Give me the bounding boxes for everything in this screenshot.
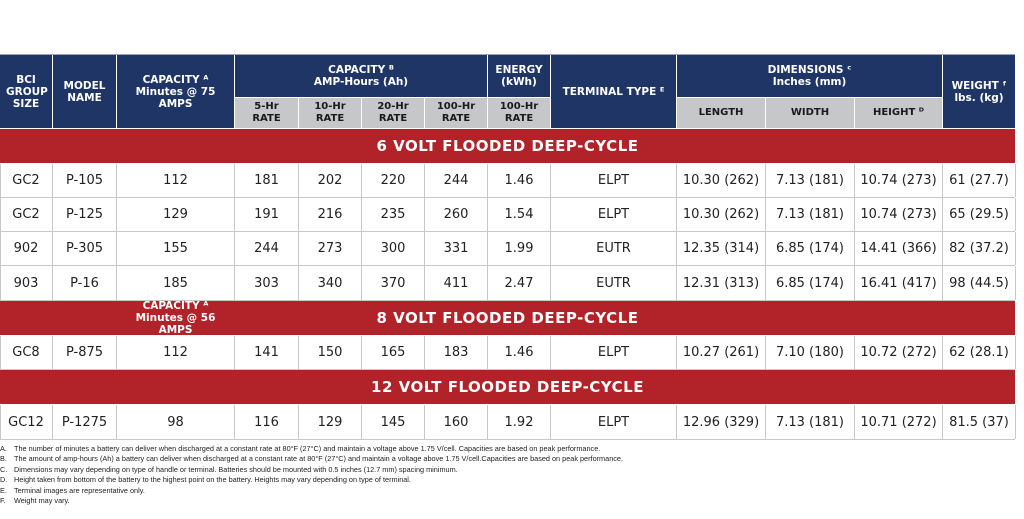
column-rule [676,405,677,439]
column-rule [234,164,235,197]
cell-r5: 116 [235,405,298,439]
cell-bci: GC2 [0,198,52,231]
cell-kwh: 1.46 [488,336,550,369]
column-rule [361,266,362,300]
header-weight-label: WEIGHT ᶠ [951,79,1007,92]
cell-wid: 7.13 (181) [766,405,854,439]
column-rule [424,232,425,265]
footnote-letter: B. [0,454,7,464]
header-dimensions-sub: Inches (mm) [772,76,847,88]
cell-bci: 902 [0,232,52,265]
subheader-20hr [362,98,424,128]
column-rule [550,232,551,265]
column-rule [765,405,766,439]
column-rule [942,232,943,265]
column-rule [676,198,677,231]
header-terminal [551,55,676,128]
column-rule [550,164,551,197]
column-rule [487,336,488,369]
cell-cap: 112 [117,164,234,197]
section-12-volt-title: 12 VOLT FLOODED DEEP-CYCLE [371,378,644,396]
cell-r10: 216 [299,198,361,231]
column-rule [942,198,943,231]
section-8-capacity-sub: Minutes @ 56 AMPS [135,312,216,336]
subheader-energy-100hr [488,98,550,128]
footnote-letter: F. [0,496,6,506]
column-rule [550,405,551,439]
column-rule [234,405,235,439]
cell-r10: 150 [299,336,361,369]
column-rule [487,405,488,439]
footnote-letter: E. [0,485,7,495]
cell-hgt: 10.72 (272) [855,336,942,369]
footnote [0,454,1024,464]
column-rule [234,266,235,300]
column-rule [765,266,766,300]
cell-r5: 303 [235,266,298,300]
column-rule [52,198,53,231]
section-8-capacity-label: CAPACITY ᴬ [142,300,209,312]
column-rule [487,164,488,197]
header-dimensions-label: DIMENSIONS ᶜ [767,64,852,76]
cell-r20: 220 [362,164,424,197]
subheader-width-label: WIDTH [790,107,830,118]
header-model-label: MODEL NAME [63,79,106,104]
header-capacity-ah [235,55,487,97]
cell-wid: 7.13 (181) [766,198,854,231]
cell-r100: 260 [425,198,487,231]
header-capacity-ah-label: CAPACITY ᴮ [328,64,394,76]
column-rule [116,198,117,231]
column-rule [1015,164,1016,197]
header-dimensions [677,55,942,97]
cell-len: 12.31 (313) [677,266,765,300]
subheader-100hr [425,98,487,128]
column-rule [298,266,299,300]
cell-hgt: 10.74 (273) [855,164,942,197]
subheader-5hr [235,98,298,128]
cell-hgt: 14.41 (366) [855,232,942,265]
cell-model: P-305 [53,232,116,265]
cell-model: P-125 [53,198,116,231]
column-rule [234,336,235,369]
cell-term: ELPT [551,198,676,231]
column-rule [765,198,766,231]
column-rule [424,405,425,439]
cell-cap: 155 [117,232,234,265]
section-6-volt-title: 6 VOLT FLOODED DEEP-CYCLE [376,137,639,155]
cell-wt: 62 (28.1) [943,336,1015,369]
cell-len: 10.27 (261) [677,336,765,369]
cell-r20: 370 [362,266,424,300]
cell-hgt: 10.74 (273) [855,198,942,231]
column-rule [854,164,855,197]
header-energy [488,55,550,97]
column-rule [52,232,53,265]
column-rule [361,198,362,231]
cell-kwh: 1.99 [488,232,550,265]
column-rule [942,164,943,197]
column-rule [676,164,677,197]
column-rule [854,266,855,300]
column-rule [854,232,855,265]
column-rule [424,336,425,369]
header-capacity-min [117,55,234,128]
column-rule [424,164,425,197]
column-rule [361,405,362,439]
cell-model: P-105 [53,164,116,197]
cell-r100: 183 [425,336,487,369]
column-rule [298,232,299,265]
subheader-height-label: HEIGHT ᴰ [872,107,925,118]
column-rule [765,336,766,369]
cell-cap: 185 [117,266,234,300]
cell-kwh: 2.47 [488,266,550,300]
column-rule [1015,266,1016,300]
section-8-capacity-note [117,300,234,336]
column-rule [550,198,551,231]
header-terminal-label: TERMINAL TYPE ᴱ [562,85,665,98]
cell-r20: 165 [362,336,424,369]
cell-r20: 145 [362,405,424,439]
column-rule [550,266,551,300]
column-rule [424,198,425,231]
header-capacity-ah-sub: AMP-Hours (Ah) [313,76,409,88]
column-rule [942,266,943,300]
column-rule [854,198,855,231]
cell-bci: GC12 [0,405,52,439]
cell-len: 10.30 (262) [677,198,765,231]
header-energy-label: ENERGY [495,64,543,76]
column-rule [487,266,488,300]
footnote-text: Height taken from bottom of the battery to the highest point on the battery. Heights may vary depending on type of terminal. [14,475,411,485]
cell-model: P-875 [53,336,116,369]
column-rule [0,198,1,231]
column-rule [116,405,117,439]
column-rule [424,266,425,300]
footnote [0,496,1024,506]
footnote-text: The number of minutes a battery can deliver when discharged at a constant rate at 80°F (27°C) and maintain a voltage above 1.75 V/cell. Capacities are based on peak performance. [14,444,601,453]
column-rule [0,405,1,439]
cell-wt: 98 (44.5) [943,266,1015,300]
column-rule [298,336,299,369]
cell-wt: 61 (27.7) [943,164,1015,197]
cell-kwh: 1.92 [488,405,550,439]
subheader-100hr-label: 100-Hr RATE [436,101,476,124]
cell-term: EUTR [551,232,676,265]
cell-bci: 903 [0,266,52,300]
cell-cap: 129 [117,198,234,231]
cell-r5: 191 [235,198,298,231]
cell-term: ELPT [551,405,676,439]
column-rule [361,232,362,265]
column-rule [298,164,299,197]
cell-wid: 7.13 (181) [766,164,854,197]
column-rule [0,164,1,197]
cell-kwh: 1.54 [488,198,550,231]
footnote [0,465,1024,475]
column-rule [765,164,766,197]
column-rule [0,266,1,300]
column-rule [854,405,855,439]
cell-wt: 82 (37.2) [943,232,1015,265]
cell-r100: 244 [425,164,487,197]
cell-bci: GC8 [0,336,52,369]
column-rule [116,164,117,197]
header-model [53,55,116,128]
cell-model: P-16 [53,266,116,300]
column-rule [52,336,53,369]
footnote [0,475,1024,485]
cell-bci: GC2 [0,164,52,197]
cell-r5: 141 [235,336,298,369]
subheader-10hr [299,98,361,128]
subheader-height [855,98,942,128]
cell-len: 12.96 (329) [677,405,765,439]
header-capacity-min-sub: Minutes @ 75 AMPS [135,85,216,110]
footnote-text: Terminal images are representative only. [14,485,145,495]
column-rule [0,336,1,369]
footnote-text: The amount of amp-hours (Ah) a battery can deliver when discharged at a constant rate at 80°F (27°C) and maintain a voltage above 1.75 V/cell.Capacities are based on peak performance. [14,454,623,464]
header-capacity-min-label: CAPACITY ᴬ [142,73,209,86]
section-8-volt-title: 8 VOLT FLOODED DEEP-CYCLE [376,309,639,327]
column-rule [942,405,943,439]
cell-r20: 300 [362,232,424,265]
cell-wt: 65 (29.5) [943,198,1015,231]
footnote-text: Dimensions may vary depending on type of handle or terminal. Batteries should be mounted with 0.5 inches (12.7 mm) spacing minimum. [14,464,458,474]
cell-r10: 273 [299,232,361,265]
subheader-20hr-label: 20-Hr RATE [377,101,409,124]
cell-model: P-1275 [53,405,116,439]
cell-r100: 160 [425,405,487,439]
cell-wid: 6.85 (174) [766,232,854,265]
header-bci-label: BCI GROUP SIZE [6,73,48,110]
cell-hgt: 16.41 (417) [855,266,942,300]
cell-term: EUTR [551,266,676,300]
cell-r100: 411 [425,266,487,300]
column-rule [550,336,551,369]
cell-term: ELPT [551,164,676,197]
cell-hgt: 10.71 (272) [855,405,942,439]
subheader-10hr-label: 10-Hr RATE [314,101,346,124]
row-rule [0,439,1015,440]
cell-cap: 112 [117,336,234,369]
column-rule [1015,232,1016,265]
column-rule [942,336,943,369]
header-energy-sub: (kWh) [501,76,537,88]
section-6-volt [0,129,1015,163]
cell-r10: 340 [299,266,361,300]
column-rule [116,266,117,300]
section-12-volt [0,370,1015,404]
cell-len: 10.30 (262) [677,164,765,197]
subheader-length-label: LENGTH [698,107,744,118]
column-rule [361,336,362,369]
cell-kwh: 1.46 [488,164,550,197]
footnote [0,486,1024,496]
column-rule [52,266,53,300]
column-rule [298,405,299,439]
column-rule [676,232,677,265]
cell-r5: 181 [235,164,298,197]
column-rule [1015,405,1016,439]
cell-cap: 98 [117,405,234,439]
header-weight [943,55,1015,128]
cell-r5: 244 [235,232,298,265]
column-rule [234,198,235,231]
cell-r20: 235 [362,198,424,231]
subheader-5hr-label: 5-Hr RATE [252,101,281,124]
footnote-text: Weight may vary. [14,496,70,506]
column-rule [1015,336,1016,369]
column-rule [487,232,488,265]
column-rule [361,164,362,197]
cell-len: 12.35 (314) [677,232,765,265]
column-rule [765,232,766,265]
column-rule [676,336,677,369]
header-bci [0,55,52,128]
footnote [0,444,1024,454]
column-rule [298,198,299,231]
column-rule [234,232,235,265]
subheader-width [766,98,854,128]
cell-r100: 331 [425,232,487,265]
subheader-length [677,98,765,128]
cell-wt: 81.5 (37) [943,405,1015,439]
cell-r10: 202 [299,164,361,197]
column-rule [52,164,53,197]
cell-wid: 7.10 (180) [766,336,854,369]
cell-r10: 129 [299,405,361,439]
column-rule [487,198,488,231]
column-rule [116,336,117,369]
header-weight-sub: lbs. (kg) [954,91,1004,104]
column-rule [116,232,117,265]
footnote-letter: D. [0,475,8,485]
subheader-energy-100hr-label: 100-Hr RATE [499,101,539,124]
cell-term: ELPT [551,336,676,369]
footnotes [0,444,1024,506]
column-rule [52,405,53,439]
column-rule [1015,198,1016,231]
footnote-letter: A. [0,444,7,453]
column-rule [0,232,1,265]
column-rule [676,266,677,300]
footnote-letter: C. [0,464,8,474]
column-rule [854,336,855,369]
cell-wid: 6.85 (174) [766,266,854,300]
